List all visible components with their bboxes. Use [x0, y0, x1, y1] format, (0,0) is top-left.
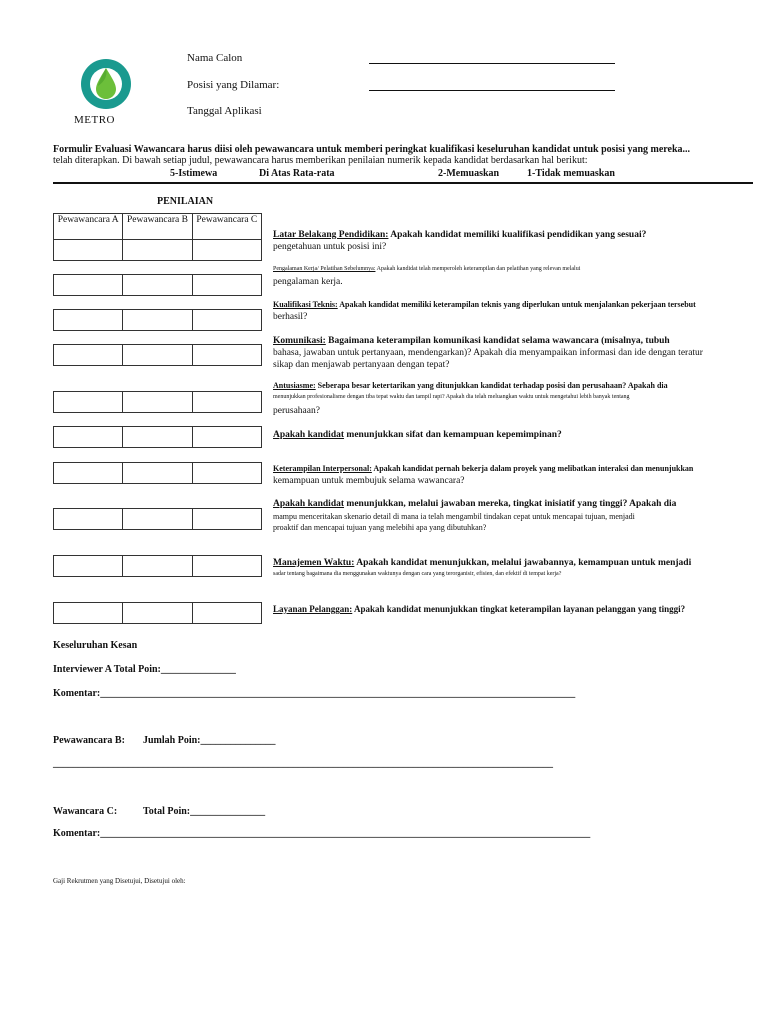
- score-cell-c[interactable]: [193, 427, 261, 447]
- interviewer-b-total[interactable]: Jumlah Poin:_______________: [143, 735, 276, 746]
- score-cell-a[interactable]: [54, 427, 123, 447]
- score-cell-b[interactable]: [123, 427, 192, 447]
- metro-logo-icon: [78, 56, 134, 112]
- rating-title: PENILAIAN: [157, 196, 214, 207]
- question-8-line-2: mampu menceritakan skenario detail di mana ia telah mengambil tindakan cepat untuk mencapai tujuan, menjadi: [273, 512, 635, 521]
- score-cell-b[interactable]: [123, 463, 192, 483]
- question-4-line-2: bahasa, jawaban untuk pertanyaan, mendengarkan)? Apakah dia menyampaikan informasi dan ide dengan teratur: [273, 348, 703, 358]
- score-row-10: [53, 602, 262, 624]
- score-cell-c[interactable]: [193, 509, 261, 529]
- score-row-7: [53, 462, 262, 484]
- salary-approval: Gaji Rekrutmen yang Disetujui, Disetujui oleh:: [53, 877, 186, 885]
- intro-line-1: Formulir Evaluasi Wawancara harus diisi oleh pewawancara untuk memberi peringkat kualifikasi keseluruhan kandidat untuk posisi yang mereka...: [53, 144, 691, 155]
- score-row-3: [53, 309, 262, 331]
- candidate-name-line[interactable]: [369, 63, 615, 64]
- interviewer-b-label: Pewawancara B:: [53, 735, 125, 746]
- logo-text: METRO: [74, 114, 115, 126]
- question-4-line-3: sikap dan menjawab pertanyaan dengan tepat?: [273, 360, 450, 370]
- application-date-label: Tanggal Aplikasi: [187, 105, 262, 117]
- question-5: Antusiasme: Seberapa besar ketertarikan yang ditunjukkan kandidat terhadap posisi dan perusahaan? Apakah dia: [273, 381, 668, 390]
- interviewer-c-total[interactable]: Total Poin:_______________: [143, 806, 266, 817]
- score-cell-c[interactable]: [193, 275, 261, 295]
- scale-4: Di Atas Rata-rata: [259, 168, 335, 179]
- divider: [53, 182, 753, 184]
- position-line[interactable]: [369, 90, 615, 91]
- score-cell-c[interactable]: [193, 310, 261, 330]
- score-cell-c[interactable]: [193, 556, 261, 576]
- score-cell-a[interactable]: [54, 275, 123, 295]
- score-cell-a[interactable]: [54, 240, 123, 260]
- question-5-line-2: menunjukkan profesionalisme dengan tiba tepat waktu dan tampil rapi? Apakah dia telah meluangkan waktu untuk mengetahui lebih banyak tentang: [273, 394, 630, 400]
- score-cell-c[interactable]: [193, 345, 261, 365]
- score-row-8: [53, 508, 262, 530]
- score-row-2: [53, 274, 262, 296]
- score-cell-c[interactable]: [193, 392, 261, 412]
- score-cell-a[interactable]: [54, 345, 123, 365]
- interviewer-b-comment-line[interactable]: ____________________________________________________________________________________________________: [53, 758, 553, 769]
- question-2: Pengalaman Kerja/ Pelatihan Sebelumnya: Apakah kandidat telah memperoleh keterampilan dan pelatihan yang relevan melalui: [273, 266, 581, 272]
- header-interviewer-b: Pewawancara B: [123, 214, 192, 239]
- question-3-heading: Kualifikasi Teknis:: [273, 300, 338, 309]
- header-interviewer-a: Pewawancara A: [54, 214, 123, 239]
- score-cell-b[interactable]: [123, 556, 192, 576]
- score-row-4: [53, 344, 262, 366]
- question-8-line-3: proaktif dan mencapai tujuan yang melebihi apa yang dibutuhkan?: [273, 523, 487, 532]
- score-cell-b[interactable]: [123, 310, 192, 330]
- header-interviewer-c: Pewawancara C: [196, 215, 258, 225]
- question-3: Kualifikasi Teknis: Apakah kandidat memiliki keterampilan teknis yang diperlukan untuk menjalankan pekerjaan tersebut: [273, 300, 696, 309]
- position-label: Posisi yang Dilamar:: [187, 79, 280, 91]
- scale-2: 2-Memuaskan: [438, 168, 500, 179]
- question-9-line-2: sadar tentang bagaimana dia menggunakan waktunya dengan cara yang terorganisir, efisien, dan efektif di tempat kerja?: [273, 571, 562, 577]
- question-4: Komunikasi: Bagaimana keterampilan komunikasi kandidat selama wawancara (misalnya, tubuh: [273, 336, 670, 346]
- score-cell-b[interactable]: [123, 603, 192, 623]
- score-cell-a[interactable]: [54, 310, 123, 330]
- question-3-line-2: berhasil?: [273, 312, 308, 322]
- score-cell-c[interactable]: [193, 463, 261, 483]
- score-cell-a[interactable]: [54, 509, 123, 529]
- question-10-heading: Layanan Pelanggan:: [273, 604, 353, 614]
- score-row-6: [53, 426, 262, 448]
- candidate-name-label: Nama Calon: [187, 52, 243, 64]
- question-9-heading: Manajemen Waktu:: [273, 558, 355, 568]
- question-1-line-2: pengetahuan untuk posisi ini?: [273, 242, 387, 252]
- question-1-heading: Latar Belakang Pendidikan:: [273, 230, 389, 240]
- overall-impression: Keseluruhan Kesan: [53, 640, 138, 651]
- scale-1: 1-Tidak memuaskan: [527, 168, 615, 179]
- score-row-9: [53, 555, 262, 577]
- question-6: Apakah kandidat menunjukkan sifat dan kemampuan kepemimpinan?: [273, 430, 562, 440]
- score-cell-b[interactable]: [123, 345, 192, 365]
- score-cell-b[interactable]: [123, 275, 192, 295]
- comment-a[interactable]: Komentar:_______________________________________________________________________________________________: [53, 688, 576, 699]
- intro-line-2: telah diterapkan. Di bawah setiap judul, pewawancara harus memberikan penilaian numerik kepada kandidat berdasarkan hal berikut:: [53, 155, 588, 166]
- interviewer-a-total[interactable]: Interviewer A Total Poin:_______________: [53, 664, 236, 675]
- question-8: Apakah kandidat menunjukkan, melalui jawaban mereka, tingkat inisiatif yang tinggi? Apakah dia: [273, 499, 677, 509]
- question-1: Latar Belakang Pendidikan: Apakah kandidat memiliki kualifikasi pendidikan yang sesuai?: [273, 230, 647, 240]
- score-cell-a[interactable]: [54, 556, 123, 576]
- score-cell-b[interactable]: [123, 240, 192, 260]
- question-8-heading: Apakah kandidat: [273, 499, 345, 509]
- score-cell-c[interactable]: [193, 603, 261, 623]
- score-cell-b[interactable]: [123, 509, 192, 529]
- comment-c[interactable]: Komentar:__________________________________________________________________________________________________: [53, 828, 591, 839]
- question-9: Manajemen Waktu: Apakah kandidat menunjukkan, melalui jawabannya, kemampuan untuk menjadi: [273, 558, 692, 568]
- scale-5: 5-Istimewa: [170, 168, 218, 179]
- question-5-heading: Antusiasme:: [273, 381, 316, 390]
- question-6-heading: Apakah kandidat: [273, 430, 345, 440]
- score-cell-b[interactable]: [123, 392, 192, 412]
- score-cell-a[interactable]: [54, 392, 123, 412]
- score-cell-a[interactable]: [54, 603, 123, 623]
- interviewer-c-label: Wawancara C:: [53, 806, 118, 817]
- question-7-heading: Keterampilan Interpersonal:: [273, 464, 372, 473]
- question-4-heading: Komunikasi:: [273, 336, 326, 346]
- question-7: Keterampilan Interpersonal: Apakah kandidat pernah bekerja dalam proyek yang melibatkan interaksi dan menunjukkan: [273, 464, 694, 473]
- score-cell-c[interactable]: [193, 240, 261, 260]
- rating-header: [53, 213, 262, 240]
- question-2-heading: Pengalaman Kerja/ Pelatihan Sebelumnya:: [273, 266, 376, 272]
- question-7-line-2: kemampuan untuk membujuk selama wawancara?: [273, 476, 465, 486]
- score-row-5: [53, 391, 262, 413]
- question-10: Layanan Pelanggan: Apakah kandidat menunjukkan tingkat keterampilan layanan pelanggan yang tinggi?: [273, 604, 686, 614]
- score-cell-a[interactable]: [54, 463, 123, 483]
- question-5-line-3: perusahaan?: [273, 406, 320, 416]
- score-row-1: [53, 239, 262, 261]
- question-2-line-2: pengalaman kerja.: [273, 277, 343, 287]
